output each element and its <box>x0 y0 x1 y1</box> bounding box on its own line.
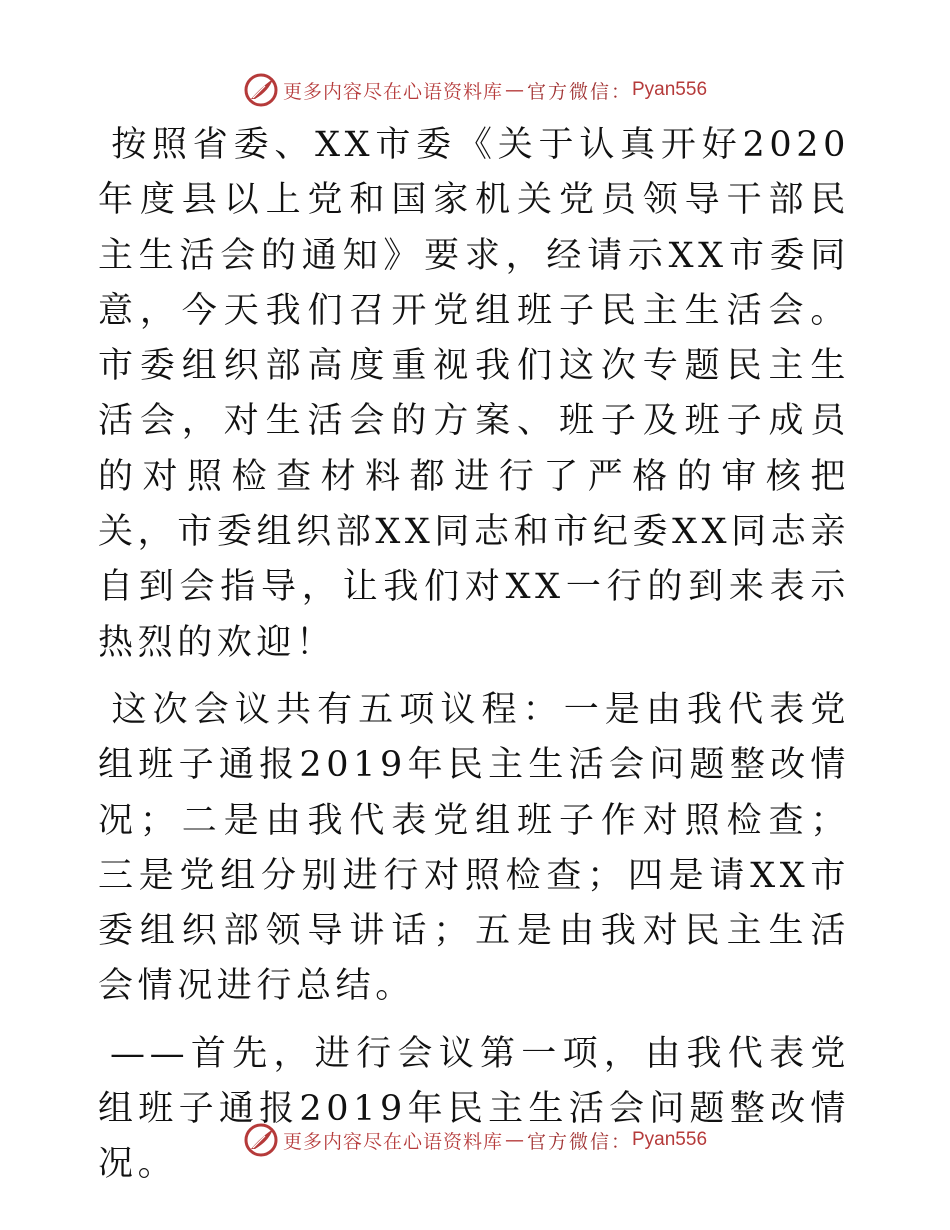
footer-wechat-id: Pyan556 <box>632 1129 708 1150</box>
footer-banner <box>0 1120 950 1160</box>
document-body <box>98 118 850 1205</box>
header-promo-text: 更多内容尽在心语资料库 <box>282 80 503 103</box>
quill-pen-seal-icon <box>243 72 279 108</box>
header-wechat-label: 官方微信： <box>526 80 632 103</box>
paragraph-agenda <box>98 683 850 1015</box>
paragraph-opening <box>98 118 850 671</box>
footer-separator: — <box>504 1129 525 1151</box>
footer-promo-text: 更多内容尽在心语资料库 <box>282 1130 503 1153</box>
paragraph-opening-text: 按照省委、XX市委《关于认真开好2020年度县以上党和国家机关党员领导干部民主生活会的通知》要求，经请示XX市委同意，今天我们召开党组班子民主生活会。市委组织部高度重视我们这次专题民主生活会，对生活会的方案、班子及班子成员的对照检查材料都进行了严格的审核把关，市委组织部XX同志和市纪委XX同志亲自到会指导，让我们对XX一行的到来表示热烈的欢迎！ <box>98 125 850 663</box>
header-wechat-id: Pyan556 <box>632 79 708 100</box>
paragraph-first-item-text: ——首先，进行会议第一项，由我代表党组班子通报2019年民主生活会问题整改情况。 <box>98 1033 850 1185</box>
header-banner <box>0 70 950 110</box>
quill-pen-seal-icon <box>243 1122 279 1158</box>
paragraph-agenda-text: 这次会议共有五项议程：一是由我代表党组班子通报2019年民主生活会问题整改情况；二是由我代表党组班子作对照检查；三是党组分别进行对照检查；四是请XX市委组织部领导讲话；五是由我对民主生活会情况进行总结。 <box>98 689 850 1007</box>
header-separator: — <box>504 79 525 101</box>
paragraph-first-item <box>98 1027 850 1193</box>
footer-wechat-label: 官方微信： <box>526 1130 632 1153</box>
